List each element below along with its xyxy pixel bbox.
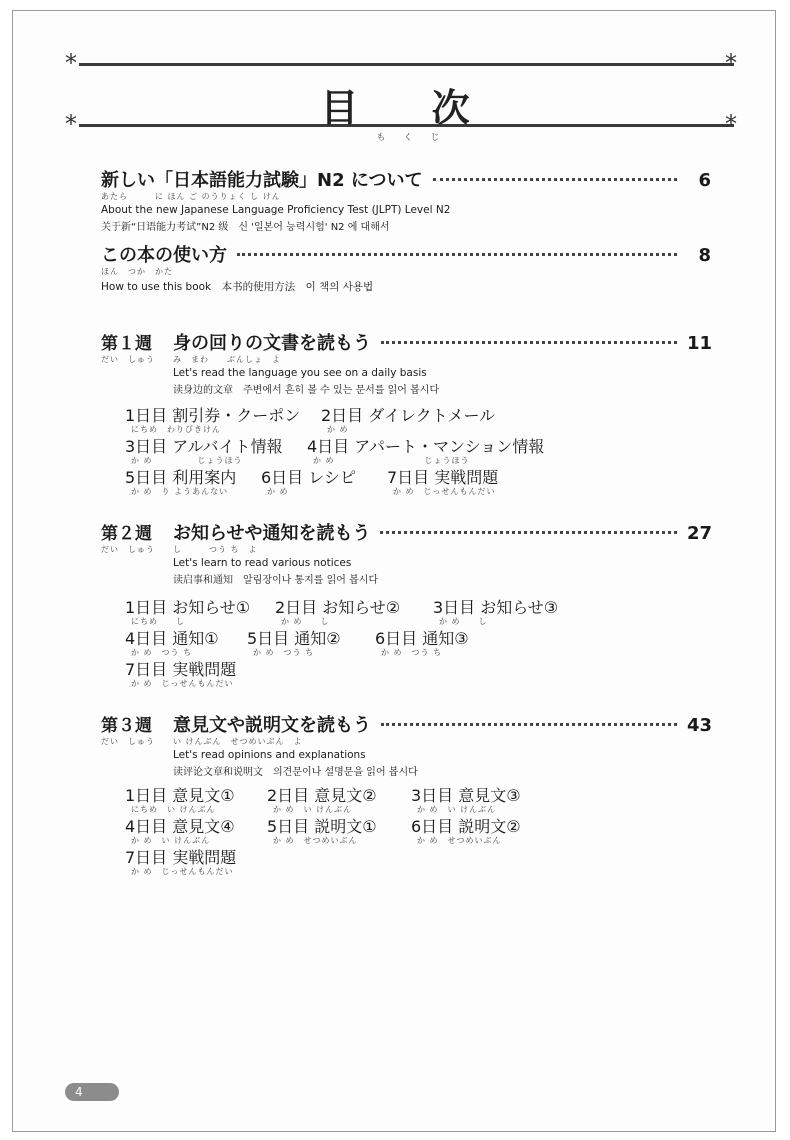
day-topic: 割引券・クーポン xyxy=(172,406,301,425)
day-ruby: か め い けんぶん xyxy=(131,836,211,845)
day-label xyxy=(125,403,300,426)
day-number: 4日目 xyxy=(307,437,350,456)
day-number: 2日目 xyxy=(321,406,364,425)
asterisk-decoration: * xyxy=(725,49,737,77)
toc-entry-week-2[interactable] xyxy=(101,519,711,586)
day-label xyxy=(125,465,236,488)
week-title-ruby: し つう ち よ xyxy=(173,545,258,554)
day-topic: アパート・マンション情報 xyxy=(354,437,545,456)
day-ruby: か め し xyxy=(281,617,330,626)
dot-leader xyxy=(381,723,677,726)
day-item[interactable] xyxy=(307,434,544,466)
entry-page-number: 8 xyxy=(698,245,711,266)
week-subtitle-en: Let's read opinions and explanations xyxy=(173,749,366,761)
day-label xyxy=(307,434,544,457)
day-item[interactable] xyxy=(261,465,356,497)
day-label xyxy=(125,434,283,457)
ruby-row xyxy=(101,736,711,747)
day-item[interactable] xyxy=(125,626,219,658)
day-ruby: にちめ わりびきけん xyxy=(131,425,221,434)
day-item[interactable] xyxy=(411,783,521,815)
day-item[interactable] xyxy=(267,814,377,846)
day-item[interactable] xyxy=(125,845,236,877)
day-item[interactable] xyxy=(411,814,521,846)
day-number: 3日目 xyxy=(411,786,454,805)
day-ruby: か め xyxy=(327,425,349,434)
week-subtitle-zh-ko: 读启事和通知 알림장이나 통지를 읽어 봅시다 xyxy=(173,575,379,586)
day-ruby: か め し xyxy=(439,617,488,626)
day-item[interactable] xyxy=(433,595,558,627)
document-page xyxy=(12,10,776,1132)
week-label-ruby: だい しゅう xyxy=(101,355,155,364)
day-label xyxy=(125,783,235,806)
day-number: 6日目 xyxy=(375,629,418,648)
day-label xyxy=(261,465,356,488)
page-title: 目 次 xyxy=(320,86,500,130)
entry-subtitle-zh-ko: 关于新“日语能力考试”N2 级 신 '일본어 능력시험' N2 에 대해서 xyxy=(101,222,390,233)
day-label xyxy=(387,465,498,488)
day-number: 5日目 xyxy=(267,817,310,836)
day-topic: 意見文① xyxy=(172,786,235,805)
day-topic: 通知③ xyxy=(422,629,469,648)
day-ruby: か め せつめいぶん xyxy=(273,836,358,845)
day-ruby: か め つう ち xyxy=(253,648,315,657)
day-label xyxy=(375,626,469,649)
day-number: 6日目 xyxy=(261,468,304,487)
day-item[interactable] xyxy=(275,595,400,627)
day-number: 1日目 xyxy=(125,598,168,617)
header-rule-top xyxy=(79,63,734,66)
day-number: 3日目 xyxy=(433,598,476,617)
entry-page-number: 6 xyxy=(698,170,711,191)
entry-subtitle-en: About the new Japanese Language Proficiency Test (JLPT) Level N2 xyxy=(101,204,451,216)
day-ruby: か め い けんぶん xyxy=(417,805,497,814)
day-topic: 実戦問題 xyxy=(172,660,237,679)
day-item[interactable] xyxy=(321,403,495,435)
entry-page-number: 11 xyxy=(687,333,713,354)
day-ruby: か め せつめいぶん xyxy=(417,836,502,845)
week-label-ruby: だい しゅう xyxy=(101,737,155,746)
day-item[interactable] xyxy=(125,595,250,627)
day-number: 1日目 xyxy=(125,406,168,425)
entry-ruby: ほん つか かた xyxy=(101,267,173,276)
day-topic: 説明文① xyxy=(314,817,377,836)
day-item[interactable] xyxy=(125,783,235,815)
day-number: 5日目 xyxy=(125,468,168,487)
day-ruby: か め じっせんもんだい xyxy=(393,487,496,496)
entry-subtitle-multilingual: How to use this book 本书的使用方法 이 책의 사용법 xyxy=(101,281,374,293)
day-topic: 実戦問題 xyxy=(172,848,237,867)
entry-title: 新しい「日本語能力試験」N2 について xyxy=(101,170,423,191)
day-label xyxy=(125,595,250,618)
day-ruby: にちめ い けんぶん xyxy=(131,805,216,814)
day-number: 1日目 xyxy=(125,786,168,805)
day-number: 6日目 xyxy=(411,817,454,836)
day-ruby: か め じょうほう xyxy=(313,456,470,465)
day-label xyxy=(275,595,400,618)
toc-entry-about-jlpt[interactable] xyxy=(101,166,711,233)
day-label xyxy=(411,783,521,806)
entry-page-number: 27 xyxy=(687,523,713,544)
asterisk-decoration: * xyxy=(65,49,77,77)
day-label xyxy=(433,595,558,618)
asterisk-decoration: * xyxy=(65,110,77,138)
week-subtitle-en: Let's read the language you see on a daily basis xyxy=(173,367,427,379)
asterisk-decoration: * xyxy=(725,110,737,138)
week-label: 第２週 xyxy=(101,524,152,544)
ruby-row xyxy=(101,354,711,365)
toc-entry-week-3[interactable] xyxy=(101,711,711,778)
day-topic: 通知② xyxy=(294,629,341,648)
day-item[interactable] xyxy=(387,465,498,497)
day-number: 4日目 xyxy=(125,817,168,836)
dot-leader xyxy=(237,253,677,256)
day-ruby: か め つう ち xyxy=(381,648,443,657)
day-number: 2日目 xyxy=(267,786,310,805)
day-item[interactable] xyxy=(125,403,300,435)
page-title-block xyxy=(13,77,777,143)
day-label xyxy=(411,814,521,837)
week-title: お知らせや通知を読もう xyxy=(173,523,371,544)
day-label xyxy=(125,814,235,837)
dot-leader xyxy=(380,531,677,534)
day-number: 7日目 xyxy=(387,468,430,487)
day-number: 7日目 xyxy=(125,660,168,679)
day-label xyxy=(267,814,377,837)
day-number: 5日目 xyxy=(247,629,290,648)
day-ruby: か め じっせんもんだい xyxy=(131,679,234,688)
toc-entry-week-1[interactable] xyxy=(101,329,711,396)
week-subtitle-en: Let's learn to read various notices xyxy=(173,557,352,569)
day-topic: ダイレクトメール xyxy=(368,406,496,425)
day-topic: 意見文③ xyxy=(458,786,521,805)
day-ruby: か め い けんぶん xyxy=(273,805,353,814)
day-topic: レシピ xyxy=(308,468,356,487)
week-title-ruby: み まわ ぶんしょ よ xyxy=(173,355,281,364)
day-topic: 通知① xyxy=(172,629,219,648)
toc-entry-how-to-use[interactable] xyxy=(101,241,711,294)
day-number: 2日目 xyxy=(275,598,318,617)
week-subtitle-zh-ko: 读评论文章和说明文 의견문이나 설명문을 읽어 봅시다 xyxy=(173,767,418,778)
day-label xyxy=(321,403,495,426)
week-label: 第１週 xyxy=(101,334,152,354)
page-number-badge: 4 xyxy=(65,1083,119,1101)
day-label xyxy=(125,845,236,868)
day-number: 7日目 xyxy=(125,848,168,867)
day-item[interactable] xyxy=(125,657,236,689)
day-item[interactable] xyxy=(125,465,236,497)
day-ruby: か め じょうほう xyxy=(131,456,243,465)
week-label: 第３週 xyxy=(101,716,152,736)
week-title: 意見文や説明文を読もう xyxy=(173,715,371,736)
week-title-ruby: い けんぶん せつめいぶん よ xyxy=(173,737,303,746)
page-title-ruby: もくじ xyxy=(376,133,458,143)
day-item[interactable] xyxy=(125,434,283,466)
day-number: 3日目 xyxy=(125,437,168,456)
day-topic: お知らせ① xyxy=(172,598,251,617)
day-item[interactable] xyxy=(267,783,377,815)
day-label xyxy=(125,657,236,680)
entry-title: この本の使い方 xyxy=(101,245,227,266)
day-ruby: か め xyxy=(267,487,289,496)
entry-ruby: あたら に ほん ご のうりょく し けん xyxy=(101,192,281,201)
day-label xyxy=(267,783,377,806)
day-ruby: か め つう ち xyxy=(131,648,193,657)
day-item[interactable] xyxy=(375,626,469,658)
day-topic: 意見文④ xyxy=(172,817,235,836)
day-topic: 意見文② xyxy=(314,786,377,805)
ruby-row xyxy=(101,544,711,555)
day-ruby: にちめ し xyxy=(131,617,185,626)
day-label xyxy=(247,626,341,649)
day-topic: 実戦問題 xyxy=(434,468,499,487)
day-topic: アルバイト情報 xyxy=(172,437,283,456)
day-number: 4日目 xyxy=(125,629,168,648)
day-ruby: か め り ようあんない xyxy=(131,487,229,496)
week-subtitle-zh-ko: 读身边的文章 주변에서 흔히 볼 수 있는 문서를 읽어 봅시다 xyxy=(173,385,440,396)
entry-page-number: 43 xyxy=(687,715,713,736)
day-ruby: か め じっせんもんだい xyxy=(131,867,234,876)
dot-leader xyxy=(381,341,677,344)
day-topic: お知らせ③ xyxy=(480,598,559,617)
day-item[interactable] xyxy=(125,814,235,846)
day-label xyxy=(125,626,219,649)
day-topic: 利用案内 xyxy=(172,468,237,487)
day-topic: 説明文② xyxy=(458,817,521,836)
day-item[interactable] xyxy=(247,626,341,658)
week-title: 身の回りの文書を読もう xyxy=(173,333,371,354)
dot-leader xyxy=(433,178,678,181)
week-label-ruby: だい しゅう xyxy=(101,545,155,554)
day-topic: お知らせ② xyxy=(322,598,401,617)
